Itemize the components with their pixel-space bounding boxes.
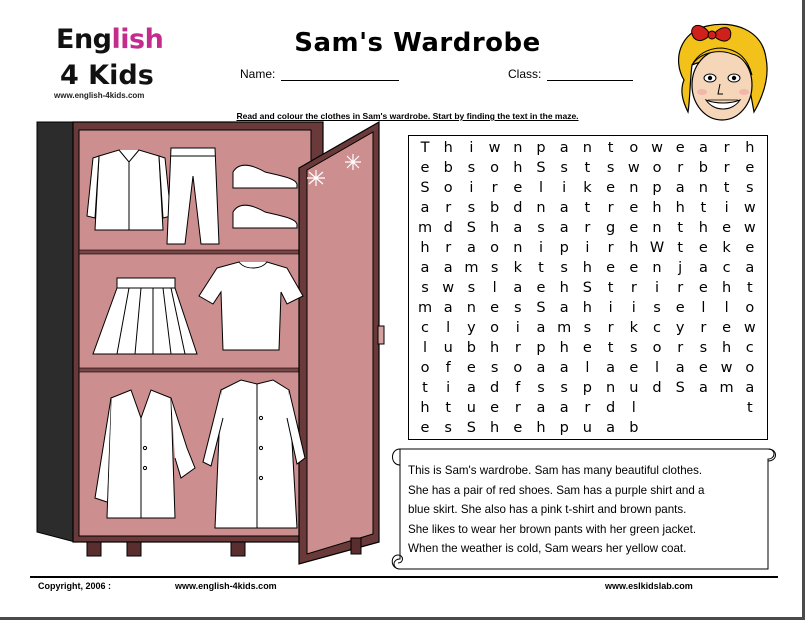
word-search-maze: [408, 135, 768, 440]
maze-letter: i: [538, 240, 544, 256]
maze-letter: k: [513, 260, 522, 276]
maze-letter: e: [420, 160, 430, 176]
maze-letter: i: [608, 300, 613, 316]
story-line: This is Sam's wardrobe. Sam has many beautiful clothes.: [408, 464, 703, 477]
maze-letter: h: [582, 260, 592, 276]
maze-letter: h: [513, 160, 523, 176]
maze-letter: a: [606, 420, 616, 436]
maze-letter: e: [675, 300, 685, 316]
maze-letter: a: [420, 260, 430, 276]
maze-letter: s: [560, 380, 568, 396]
maze-letter: a: [559, 400, 569, 416]
maze-letter: o: [629, 140, 639, 156]
maze-letter: i: [515, 320, 520, 336]
maze-letter: l: [585, 360, 590, 376]
maze-letter: a: [559, 300, 569, 316]
maze-letter: h: [652, 200, 662, 216]
maze-letter: s: [630, 340, 638, 356]
maze-letter: d: [513, 200, 523, 216]
maze-letter: r: [584, 220, 591, 236]
maze-letter: S: [466, 420, 476, 436]
maze-letter: t: [700, 200, 707, 216]
maze-letter: s: [537, 380, 545, 396]
maze-letter: h: [559, 340, 569, 356]
maze-letter: n: [652, 260, 662, 276]
maze-letter: e: [722, 220, 732, 236]
maze-letter: e: [629, 200, 639, 216]
maze-letter: r: [723, 140, 730, 156]
maze-row: [409, 399, 769, 418]
maze-letter: e: [513, 420, 523, 436]
maze-letter: e: [698, 360, 708, 376]
maze-letter: o: [490, 240, 500, 256]
class-label: Class:: [508, 67, 542, 81]
girl-face-illustration: [662, 20, 782, 125]
maze-letter: n: [536, 200, 546, 216]
maze-letter: i: [654, 280, 660, 296]
maze-letter: s: [606, 160, 615, 176]
maze-letter: o: [490, 160, 500, 176]
footer-url-right[interactable]: www.eslkidslab.com: [605, 581, 693, 591]
maze-letter: w: [743, 320, 756, 336]
maze-letter: e: [490, 300, 500, 316]
maze-letter: r: [607, 240, 614, 256]
maze-letter: u: [466, 400, 476, 416]
maze-letter: o: [513, 360, 523, 376]
maze-letter: u: [582, 420, 592, 436]
maze-letter: m: [417, 300, 433, 316]
logo-url: www.english-4kids.com: [54, 91, 145, 100]
maze-letter: r: [514, 400, 521, 416]
maze-letter: d: [652, 380, 662, 396]
maze-letter: S: [675, 380, 685, 396]
maze-letter: k: [583, 180, 592, 196]
maze-letter: o: [745, 300, 755, 316]
maze-letter: h: [443, 140, 453, 156]
class-blank[interactable]: [547, 80, 633, 81]
maze-letter: n: [698, 180, 708, 196]
maze-letter: a: [698, 260, 708, 276]
maze-letter: s: [537, 220, 545, 236]
maze-letter: l: [446, 320, 451, 336]
maze-letter: w: [743, 200, 756, 216]
maze-letter: e: [675, 140, 685, 156]
maze-letter: a: [536, 360, 546, 376]
maze-letter: a: [698, 140, 708, 156]
class-field[interactable]: [508, 67, 633, 81]
wardrobe-side: [37, 122, 75, 542]
maze-letter: l: [701, 300, 706, 316]
maze-letter: n: [629, 180, 639, 196]
maze-letter: b: [698, 160, 708, 176]
story-line: She likes to wear her brown pants with her green jacket.: [408, 522, 697, 536]
maze-letter: s: [583, 320, 592, 336]
maze-letter: n: [513, 240, 523, 256]
maze-row: [409, 219, 769, 238]
maze-letter: p: [559, 240, 569, 256]
maze-letter: s: [560, 260, 568, 276]
maze-letter: w: [651, 140, 663, 156]
maze-row: [409, 259, 769, 278]
maze-letter: a: [675, 360, 685, 376]
maze-letter: r: [584, 400, 591, 416]
maze-letter: t: [584, 200, 591, 216]
maze-letter: h: [721, 340, 732, 356]
maze-letter: b: [443, 160, 453, 176]
maze-letter: o: [652, 340, 662, 356]
maze-letter: b: [489, 200, 500, 216]
maze-letter: r: [723, 160, 730, 176]
maze-letter: h: [489, 220, 500, 236]
maze-letter: i: [446, 380, 451, 396]
maze-letter: a: [745, 260, 755, 276]
maze-row: [409, 239, 769, 258]
maze-letter: e: [629, 360, 639, 376]
maze-letter: p: [582, 380, 592, 396]
maze-letter: u: [629, 380, 639, 396]
maze-letter: a: [420, 200, 430, 216]
maze-letter: h: [629, 240, 639, 256]
logo-english: English: [56, 24, 164, 55]
maze-letter: r: [514, 340, 521, 356]
maze-letter: t: [607, 140, 614, 156]
maze-letter: W: [649, 240, 665, 256]
maze-letter: p: [536, 140, 546, 156]
maze-letter: e: [745, 240, 755, 256]
maze-letter: i: [724, 200, 729, 216]
maze-letter: p: [559, 420, 569, 436]
maze-letter: h: [489, 340, 500, 356]
maze-row: [409, 339, 769, 358]
maze-letter: e: [606, 260, 616, 276]
maze-letter: e: [536, 280, 546, 296]
maze-letter: d: [605, 400, 616, 416]
maze-row: [409, 179, 769, 198]
page-title: Sam's Wardrobe: [294, 28, 541, 58]
maze-letter: o: [420, 360, 430, 376]
maze-letter: m: [557, 320, 572, 336]
maze-letter: y: [675, 320, 685, 336]
maze-letter: e: [466, 360, 476, 376]
maze-letter: p: [536, 340, 546, 356]
maze-letter: a: [466, 240, 476, 256]
maze-letter: a: [559, 200, 569, 216]
maze-row: [409, 359, 769, 378]
maze-letter: r: [445, 200, 452, 216]
maze-letter: n: [513, 140, 523, 156]
maze-letter: h: [745, 140, 755, 156]
maze-letter: e: [629, 260, 639, 276]
maze-letter: t: [677, 220, 684, 236]
maze-letter: f: [515, 380, 521, 396]
maze-letter: l: [631, 400, 636, 416]
maze-letter: w: [488, 140, 501, 156]
maze-letter: n: [652, 220, 662, 236]
maze-letter: i: [631, 300, 636, 316]
maze-letter: a: [606, 360, 616, 376]
footer-url-left[interactable]: www.english-4kids.com: [175, 581, 277, 591]
maze-letter: i: [469, 180, 474, 196]
maze-letter: w: [442, 280, 455, 296]
maze-letter: h: [420, 240, 430, 256]
maze-letter: s: [560, 160, 568, 176]
maze-letter: t: [607, 340, 614, 356]
maze-letter: r: [607, 320, 614, 336]
maze-letter: r: [630, 280, 637, 296]
maze-letter: S: [420, 180, 430, 196]
maze-letter: n: [466, 300, 476, 316]
maze-letter: m: [464, 260, 479, 276]
maze-letter: f: [445, 360, 451, 376]
maze-letter: m: [417, 220, 433, 236]
story-line: She has a pair of red shoes. Sam has a purple shirt and a: [408, 483, 705, 497]
maze-letter: c: [421, 320, 429, 336]
maze-letter: e: [420, 420, 430, 436]
maze-letter: t: [746, 400, 753, 416]
maze-letter: c: [745, 340, 754, 356]
maze-letter: e: [513, 180, 523, 196]
maze-letter: t: [677, 240, 684, 256]
maze-letter: a: [675, 180, 685, 196]
maze-letter: s: [467, 280, 476, 296]
maze-letter: s: [653, 300, 661, 316]
maze-letter: s: [746, 180, 754, 196]
maze-letter: l: [422, 340, 428, 356]
story-line: When the weather is cold, Sam wears her yellow coat.: [408, 542, 687, 556]
maze-letter: h: [489, 420, 500, 436]
story-line: blue skirt. She also has a pink t-shirt and brown pants.: [408, 503, 687, 517]
maze-letter: n: [605, 380, 616, 396]
maze-letter: b: [466, 340, 476, 356]
maze-letter: e: [606, 180, 616, 196]
maze-letter: l: [538, 180, 544, 196]
maze-letter: h: [582, 300, 592, 316]
name-blank[interactable]: [281, 80, 399, 81]
maze-letter: s: [699, 340, 708, 356]
maze-letter: w: [627, 160, 640, 176]
maze-letter: e: [745, 160, 755, 176]
maze-letter: b: [629, 420, 639, 436]
name-label: Name:: [240, 67, 276, 81]
maze-letter: e: [722, 320, 732, 336]
maze-row: [409, 159, 769, 178]
coat-drawing: [203, 380, 305, 528]
maze-letter: a: [513, 220, 523, 236]
maze-letter: r: [607, 200, 614, 216]
maze-letter: r: [445, 240, 452, 256]
maze-row: [409, 299, 769, 318]
maze-letter: a: [443, 300, 453, 316]
maze-letter: a: [443, 260, 453, 276]
maze-letter: c: [653, 320, 661, 336]
maze-row: [409, 419, 769, 438]
name-field[interactable]: [240, 67, 399, 81]
maze-letter: S: [582, 280, 592, 296]
maze-letter: r: [700, 320, 707, 336]
shirt-drawing: [87, 150, 171, 230]
maze-letter: S: [536, 300, 546, 316]
maze-letter: o: [652, 160, 662, 176]
maze-letter: w: [720, 360, 733, 376]
instructions: Read and colour the clothes in Sam's wardrobe. Start by finding the text in the maze.: [236, 111, 579, 121]
maze-letter: T: [420, 140, 430, 156]
maze-letter: a: [536, 400, 546, 416]
maze-letter: d: [443, 220, 453, 236]
maze-letter: a: [513, 280, 523, 296]
maze-letter: a: [559, 140, 569, 156]
footer-copyright: Copyright, 2006 :: [38, 581, 112, 591]
maze-letter: e: [490, 400, 500, 416]
maze-letter: r: [491, 180, 498, 196]
maze-letter: m: [719, 380, 734, 396]
maze-letter: w: [743, 220, 756, 236]
maze-letter: h: [420, 400, 430, 416]
maze-letter: p: [652, 180, 662, 196]
maze-letter: t: [607, 280, 614, 296]
maze-letter: n: [582, 140, 592, 156]
maze-letter: o: [490, 320, 500, 336]
maze-letter: h: [559, 280, 569, 296]
wardrobe-illustration: [35, 118, 395, 568]
maze-letter: l: [654, 360, 660, 376]
maze-letter: S: [536, 160, 546, 176]
maze-letter: l: [492, 280, 497, 296]
maze-letter: e: [629, 220, 639, 236]
maze-letter: a: [559, 360, 569, 376]
maze-letter: i: [469, 140, 474, 156]
maze-letter: c: [722, 260, 731, 276]
maze-letter: r: [677, 160, 684, 176]
maze-letter: h: [698, 220, 708, 236]
maze-letter: t: [584, 160, 591, 176]
maze-letter: s: [421, 280, 429, 296]
maze-row: [409, 319, 769, 338]
maze-letter: i: [562, 180, 567, 196]
maze-letter: e: [582, 340, 592, 356]
maze-letter: a: [745, 380, 755, 396]
maze-letter: l: [724, 300, 729, 316]
maze-row: [409, 279, 769, 298]
maze-letter: r: [677, 280, 684, 296]
maze-letter: e: [698, 280, 708, 296]
maze-letter: i: [585, 240, 590, 256]
maze-letter: t: [746, 280, 753, 296]
maze-letter: a: [698, 380, 708, 396]
maze-row: [409, 379, 769, 398]
maze-letter: u: [443, 340, 453, 356]
maze-letter: o: [745, 360, 755, 376]
maze-letter: s: [490, 360, 499, 376]
maze-letter: s: [490, 260, 499, 276]
maze-letter: j: [678, 260, 683, 276]
maze-letter: a: [536, 320, 546, 336]
maze-letter: g: [605, 220, 616, 236]
maze-letter: s: [444, 420, 452, 436]
maze-letter: t: [538, 260, 544, 276]
maze-letter: h: [675, 200, 685, 216]
maze-row: [409, 139, 769, 158]
maze-letter: S: [466, 220, 476, 236]
footer-divider: [30, 576, 778, 578]
maze-letter: d: [489, 380, 500, 396]
maze-letter: h: [721, 280, 732, 296]
maze-letter: s: [467, 200, 476, 216]
maze-letter: r: [677, 340, 684, 356]
maze-letter: h: [536, 420, 546, 436]
maze-letter: s: [467, 160, 476, 176]
logo-4kids: 4 Kids: [60, 60, 154, 91]
maze-letter: e: [698, 240, 708, 256]
story-text: [408, 461, 778, 559]
maze-letter: k: [629, 320, 638, 336]
maze-letter: y: [467, 320, 476, 336]
maze-row: [409, 199, 769, 218]
maze-letter: t: [445, 400, 452, 416]
maze-letter: s: [514, 300, 522, 316]
maze-letter: t: [723, 180, 730, 196]
maze-letter: t: [422, 380, 428, 396]
maze-letter: a: [466, 380, 476, 396]
maze-letter: k: [722, 240, 731, 256]
maze-letter: o: [443, 180, 453, 196]
maze-letter: a: [559, 220, 569, 236]
